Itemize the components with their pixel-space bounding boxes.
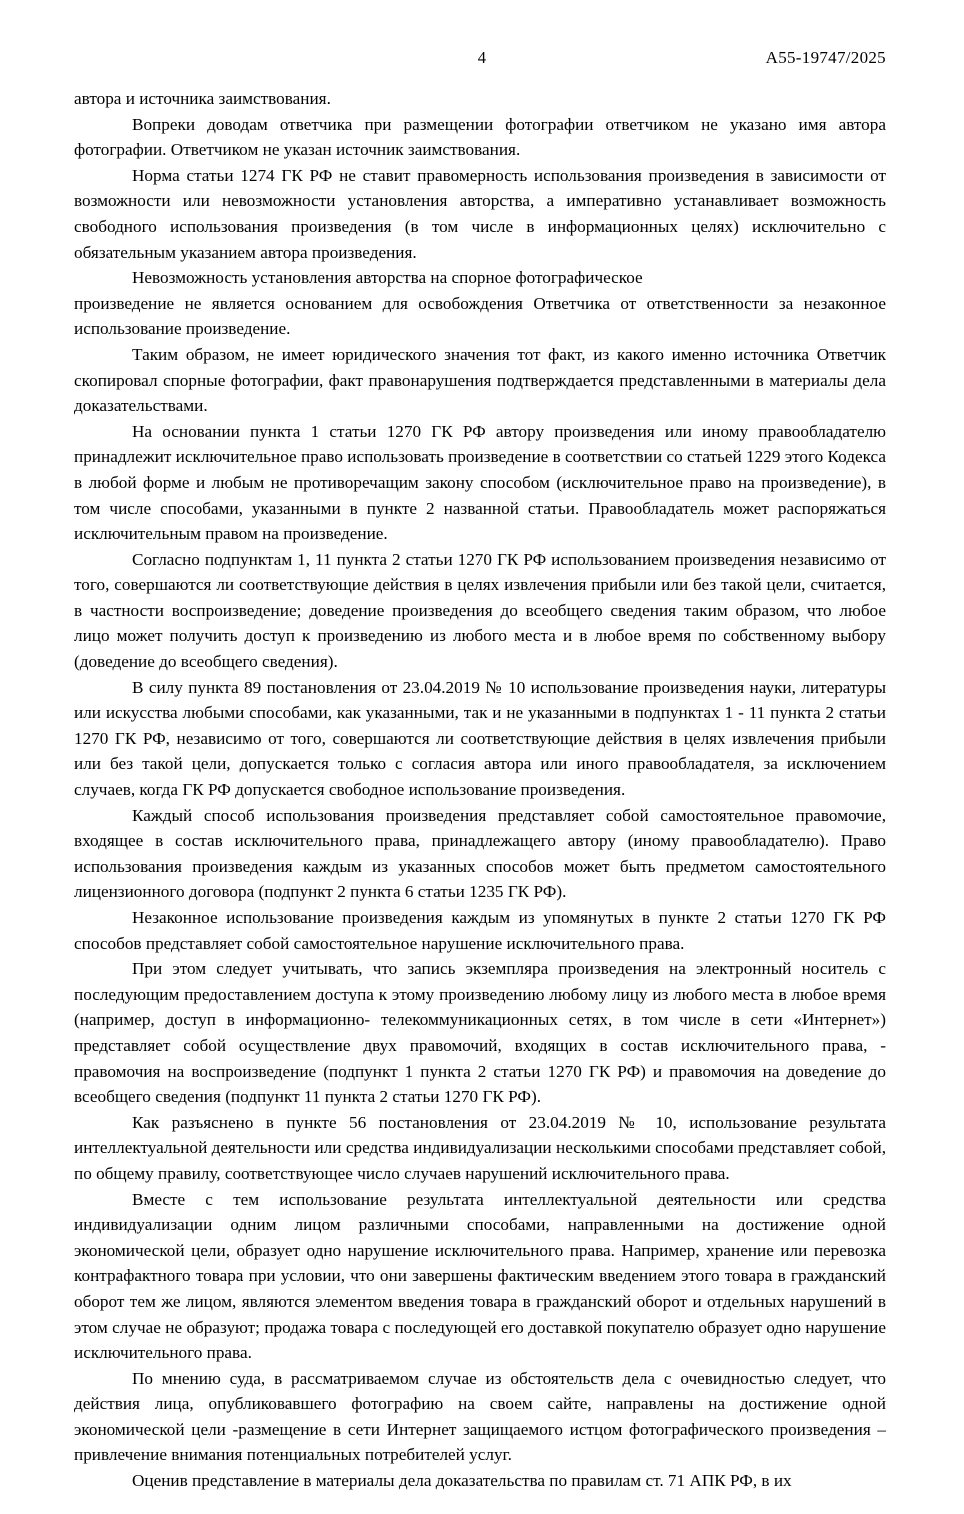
page-header xyxy=(60,48,904,82)
paragraph: Незаконное использование произведения каждым из упомянутых в пункте 2 статьи 1270 ГК РФ способов представляет собой самостоятельное нарушение исключительного права. xyxy=(74,908,886,953)
document-body xyxy=(74,86,886,1494)
paragraph: В силу пункта 89 постановления от 23.04.2019 № 10 использование произведения науки, литературы или искусства любыми способами, как указанными, так и не указанными в подпунктах 1 - 11 пункта 2 статьи 1270 ГК РФ, независимо от того, совершаются ли соответствующие действия в целях извлечения прибыли или без такой цели, допускается только с согласия автора или иного правообладателя, за исключением случаев, когда ГК РФ допускается свободное использование произведения. xyxy=(74,677,886,800)
paragraph: При этом следует учитывать, что запись экземпляра произведения на электронный носитель с последующим предоставлением доступа к этому произведению любому лицу из любого места в любое время (например, доступ в информационно- телекоммуникационных сетях, в том числе в сети «Интернет») представляет собой осуществление двух правомочий, входящих в состав исключительного права, - правомочия на воспроизведение (подпункт 1 пункта 2 статьи 1270 ГК РФ) и правомочия на доведение до всеобщего сведения (подпункт 11 пункта 2 статьи 1270 ГК РФ). xyxy=(74,959,886,1107)
paragraph: автора и источника заимствования. xyxy=(74,89,331,108)
paragraph: Вопреки доводам ответчика при размещении фотографии ответчиком не указано имя автора фотографии. Ответчиком не указан источник заимствования. xyxy=(74,114,886,160)
paragraph: Норма статьи 1274 ГК РФ не ставит правомерность использования произведения в зависимости от возможности или невозможности установления авторства, а императивно устанавливает возможность свободного использования произведения (в том числе в информационных целях) исключительно с обязательным указанием автора произведения. xyxy=(74,165,886,262)
paragraph: Оценив представление в материалы дела доказательства по правилам ст. 71 АПК РФ, в их xyxy=(132,1471,792,1491)
paragraph: Каждый способ использования произведения представляет собой самостоятельное правомочие, входящее в состав исключительного права, принадлежащего автору (иному правообладателю). Право использования произведения каждым из указанных способов может быть предметом самостоятельного лицензионного договора (подпункт 2 пункта 6 статьи 1235 ГК РФ). xyxy=(74,805,886,902)
paragraph: Невозможность установления авторства на спорное фотографическое xyxy=(132,268,643,288)
paragraph: Таким образом, не имеет юридического значения тот факт, из какого именно источника Ответчик скопировал спорные фотографии, факт правонарушения подтверждается представленными в материалы дела доказательствами. xyxy=(74,344,886,416)
case-number: А55-19747/2025 xyxy=(765,48,886,67)
paragraph: Как разъяснено в пункте 56 постановления от 23.04.2019 № 10, использование результата интеллектуальной деятельности или средства индивидуализации несколькими способами представляет собой, по общему правилу, соответствующее число случаев нарушений исключительного права. xyxy=(74,1112,886,1183)
paragraph: На основании пункта 1 статьи 1270 ГК РФ автору произведения или иному правообладателю принадлежит исключительное право использовать произведение в соответствии со статьей 1229 этого Кодекса в любой форме и любым не противоречащим закону способом (исключительное право на произведение), в том числе способами, указанными в пункте 2 названной статьи. Правообладатель может распоряжаться исключительным правом на произведение. xyxy=(74,421,886,544)
paragraph: Согласно подпунктам 1, 11 пункта 2 статьи 1270 ГК РФ использованием произведения независимо от того, совершаются ли соответствующие действия в целях извлечения прибыли или без такой цели, считается, в частности воспроизведение; доведение произведения до всеобщего сведения таким образом, что любое лицо может получить доступ к произведению из любого места и в любое время по собственному выбору (доведение до всеобщего сведения). xyxy=(74,549,886,672)
paragraph: Вместе с тем использование результата интеллектуальной деятельности или средства индивидуализации одним лицом различными способами, направленными на достижение одной экономической цели, образует одно нарушение исключительного права. Например, хранение или перевозка контрафактного товара при условии, что они завершены фактическим введением этого товара в гражданский оборот тем же лицом, являются элементом введения товара в гражданский оборот и отдельных нарушений в этом случае не образуют; продажа товара с последующей его доставкой покупателю образует одно нарушение исключительного права. xyxy=(74,1189,886,1363)
paragraph: произведение не является основанием для освобождения Ответчика от ответственности за незаконное использование произведение. xyxy=(74,293,886,339)
paragraph: По мнению суда, в рассматриваемом случае из обстоятельств дела с очевидностью следует, что действия лица, опубликовавшего фотографию на своем сайте, направлены на достижение одной экономической цели -размещение в сети Интернет защищаемого истцом фотографического произведения – привлечение внимания потенциальных потребителей услуг. xyxy=(74,1368,886,1465)
page-number: 4 xyxy=(477,48,487,67)
